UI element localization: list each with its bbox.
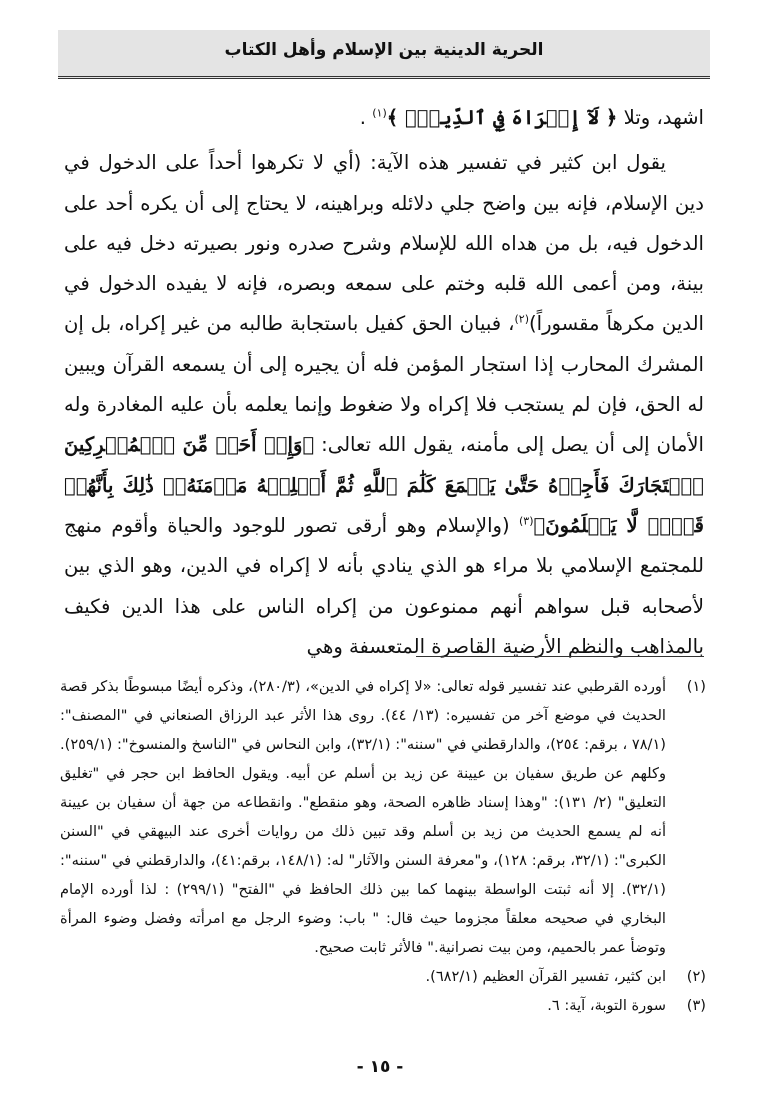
main-text (64, 98, 704, 667)
paragraph-2-text-c: (والإسلام وهو أرقى تصور للوجود والحياة وأقوم منهج للمجتمع الإسلامي بلا مراء هو الذي ينادي بأنه لا إكراه في الدين، وهو الذي بين لأصحابه قبل سواهم أنهم ممنوعون من إكراه الناس على هذا الدين فكيف بالمذاهب والنظم الأرضية القاصرة المتعسفة وهي (64, 513, 704, 658)
footnote-ref[interactable]: (١) (372, 106, 387, 120)
footnote-item (60, 672, 706, 962)
footnote-number: (١) (686, 678, 706, 695)
footnote-ref[interactable]: (٢) (514, 312, 529, 326)
page-number: - ١٥ - (356, 1057, 404, 1077)
paragraph-2-text-a: يقول ابن كثير في تفسير هذه الآية: (أي لا تكرهوا أحداً على الدخول في دين الإسلام، فإنه بين واضح جلي دلائله وبراهينه، لا يحتاج إلى أن يكره أحد على الدخول فيه، بل من هداه الله للإسلام وشرح صدره ونور بصيرته دخل فيه على بينة، ومن أعمى الله قلبه وختم على سمعه وبصره، فإنه لا يفيده الدخول في الدين مكرهاً مقسوراً) (64, 151, 704, 336)
running-header (58, 30, 710, 79)
footnote-text: ابن كثير، تفسير القرآن العظيم (٦٨٢/١). (425, 968, 666, 985)
footnote-text: سورة التوبة، آية: ٦. (547, 997, 666, 1014)
footnotes (60, 672, 706, 1020)
footnote-text: أورده القرطبي عند تفسير قوله تعالى: «لا إكراه في الدين»، (٢٨٠/٣)، وذكره أيضًا مبسوطًا بذكر قصة الحديث في موضع آخر من تفسيره: (١٣/ ٤٤). روى هذا الأثر عبد الرزاق الصنعاني في "المصنف": (٧٨/١ ، برقم: ٢٥٤)، والدارقطني في "سننه": (٣٢/١)، وابن النحاس في "الناسخ والمنسوخ": (٢٥٩/١). وكلهم عن طريق سفيان بن عيينة عن زيد بن أسلم عن أبيه. ويقول الحافظ ابن حجر في "تغليق التعليق" (٢/ ١٣١): "وهذا إسناد ظاهره الصحة، وهو منقطع". وانقطاعه من جهة أن سفيان بن عيينة أنه لم يسمع الحديث من زيد بن أسلم وقد تبين ذلك من روايات أخرى عند البيهقي في "السنن الكبرى": (٣٢/١، برقم: ١٢٨)، و"معرفة السنن والآثار" له: (١٤٨/١، برقم:٤١)، والدارقطني في "سننه": (٣٢/١). إلا أنه ثبتت الواسطة بينهما كما بين ذلك الحافظ في "الفتح" (٢٩٩/١) : لذا أورده الإمام البخاري في صحيحه معلقاً مجزوما حيث قال: " باب: وضوء الرجل مع امرأته وفضل وضوء المرأة وتوضأ عمر بالحميم، ومن بيت نصرانية." فالأثر ثابت صحيح. (60, 678, 667, 956)
paragraph-2 (64, 143, 704, 667)
footnote-number: (٢) (686, 968, 706, 985)
footnote-ref[interactable]: (٣) (519, 514, 534, 528)
header-title: الحرية الدينية بين الإسلام وأهل الكتاب (224, 40, 544, 60)
footnote-item (60, 962, 706, 991)
footnote-divider (416, 656, 704, 657)
footnote-number: (٣) (686, 997, 706, 1014)
paragraph-1-end: . (359, 106, 373, 129)
quran-verse: ﴿ لَآ إِكۡرَاهَ فِي ٱلدِّينِۖ ﴾ (386, 106, 618, 129)
footnote-item (60, 991, 706, 1020)
paragraph-1-text: اشهد، وتلا (617, 106, 704, 129)
paragraph-2-text-b: ، فبيان الحق كفيل باستجابة طالبه من غير إكراه، بل إن المشرك المحارب إذا استجار المؤمن فله أن يجيره إلى أن يسمعه القرآن ويبين له الحق، فإن لم يستجب فلا إكراه ولا ضغوط وإنما يعلمه بأن عليه المغادرة وله الأمان إلى أن يصل إلى مأمنه، يقول الله تعالى: (64, 312, 705, 457)
quran-verse: ﴿وَإِنۡ أَحَدٞ مِّنَ ٱلۡمُشۡرِكِينَ ٱسۡتَجَارَكَ فَأَجِرۡهُ حَتَّىٰ يَسۡمَعَ كَلَٰمَ ٱللَّهِ ثُمَّ أَبۡلِغۡهُ مَأۡمَنَهُۥۚ ذَٰلِكَ بِأَنَّهُمۡ قَوۡمٞ لَّا يَعۡلَمُونَ﴾ (64, 433, 704, 537)
paragraph-1 (64, 98, 704, 138)
